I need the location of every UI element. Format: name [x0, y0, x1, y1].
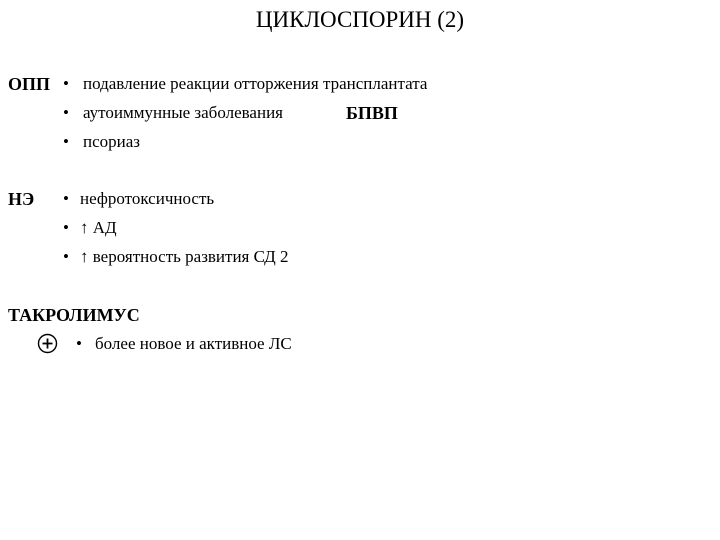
bullet-marker: • [63, 74, 69, 93]
list-item: нефротоксичность [80, 189, 215, 208]
bullet-marker: • [63, 247, 69, 266]
section-heading-tacrolimus: ТАКРОЛИМУС [8, 305, 140, 325]
list-item: аутоиммунные заболевания [83, 103, 283, 122]
list-item: более новое и активное ЛС [95, 334, 292, 353]
plus-in-circle-icon [37, 333, 58, 359]
bullet-marker: • [63, 218, 69, 237]
section-label-ne: НЭ [8, 189, 35, 209]
side-label-bpvp: БПВП [346, 103, 398, 123]
list-item: ↑ АД [80, 218, 117, 237]
list-item: подавление реакции отторжения трансплантата [83, 74, 428, 93]
section-label-opp: ОПП [8, 74, 51, 94]
bullet-marker: • [63, 132, 69, 151]
list-item: псориаз [83, 132, 141, 151]
bullet-marker: • [63, 189, 69, 208]
bullet-marker: • [63, 103, 69, 122]
slide-title: ЦИКЛОСПОРИН (2) [255, 7, 465, 32]
bullet-marker: • [76, 334, 82, 353]
list-item: ↑ вероятность развития СД 2 [80, 247, 289, 266]
